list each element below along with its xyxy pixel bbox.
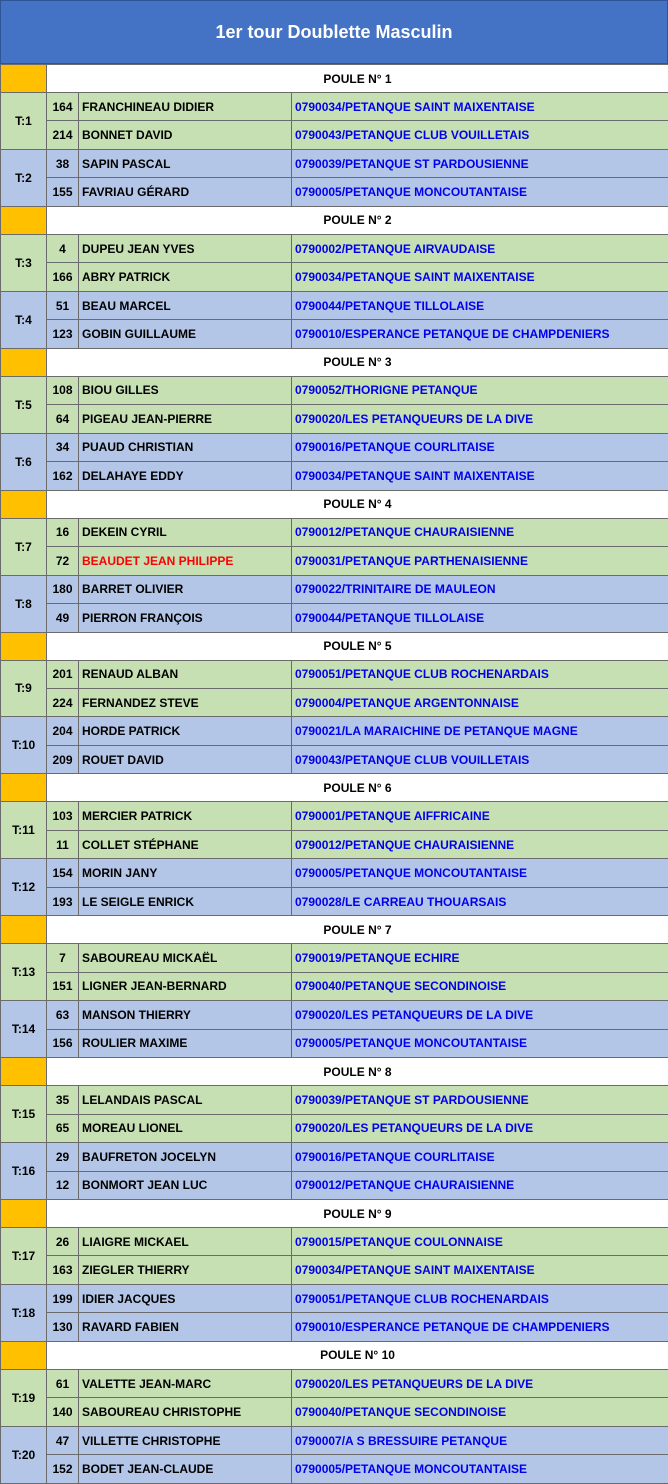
table-row xyxy=(1,93,668,121)
table-row xyxy=(1,1426,668,1454)
player-name: BARRET OLIVIER xyxy=(79,575,292,603)
team-label: T:5 xyxy=(1,376,47,433)
player-name: ZIEGLER THIERRY xyxy=(79,1256,292,1284)
player-name: SABOUREAU CHRISTOPHE xyxy=(79,1398,292,1426)
club-name: 0790005/PETANQUE MONCOUTANTAISE xyxy=(292,1455,668,1483)
table-row xyxy=(1,688,668,716)
player-number: 4 xyxy=(47,234,79,262)
team-label: T:17 xyxy=(1,1228,47,1285)
club-name: 0790040/PETANQUE SECONDINOISE xyxy=(292,1398,668,1426)
club-name: 0790034/PETANQUE SAINT MAIXENTAISE xyxy=(292,263,668,291)
club-name: 0790005/PETANQUE MONCOUTANTAISE xyxy=(292,859,668,887)
poule-header-row xyxy=(1,1341,668,1369)
player-number: 154 xyxy=(47,859,79,887)
player-name: ROUET DAVID xyxy=(79,745,292,773)
club-name: 0790052/THORIGNE PETANQUE xyxy=(292,376,668,404)
team-label: T:19 xyxy=(1,1369,47,1426)
poule-marker-cell xyxy=(1,774,47,802)
player-number: 155 xyxy=(47,178,79,206)
table-row xyxy=(1,1029,668,1057)
player-number: 72 xyxy=(47,547,79,575)
poule-header-row xyxy=(1,1058,668,1086)
player-number: 63 xyxy=(47,1001,79,1029)
poule-header-row xyxy=(1,348,668,376)
poule-marker-cell xyxy=(1,348,47,376)
table-row xyxy=(1,547,668,575)
table-row xyxy=(1,291,668,319)
club-name: 0790034/PETANQUE SAINT MAIXENTAISE xyxy=(292,1256,668,1284)
team-label: T:4 xyxy=(1,291,47,348)
player-name: VALETTE JEAN-MARC xyxy=(79,1369,292,1397)
draw-table xyxy=(0,64,668,1484)
player-name: MORIN JANY xyxy=(79,859,292,887)
player-name: BEAU MARCEL xyxy=(79,291,292,319)
poule-marker-cell xyxy=(1,916,47,944)
player-number: 163 xyxy=(47,1256,79,1284)
poule-label: POULE N° 1 xyxy=(47,65,668,93)
player-number: 193 xyxy=(47,887,79,915)
table-row xyxy=(1,1086,668,1114)
table-row xyxy=(1,745,668,773)
player-number: 204 xyxy=(47,717,79,745)
player-name: LELANDAIS PASCAL xyxy=(79,1086,292,1114)
team-label: T:8 xyxy=(1,575,47,632)
player-number: 26 xyxy=(47,1228,79,1256)
table-row xyxy=(1,1398,668,1426)
table-row xyxy=(1,1171,668,1199)
player-name: PIGEAU JEAN-PIERRE xyxy=(79,405,292,433)
club-name: 0790031/PETANQUE PARTHENAISIENNE xyxy=(292,547,668,575)
club-name: 0790039/PETANQUE ST PARDOUSIENNE xyxy=(292,1086,668,1114)
club-name: 0790021/LA MARAICHINE DE PETANQUE MAGNE xyxy=(292,717,668,745)
poule-label: POULE N° 10 xyxy=(47,1341,668,1369)
poule-marker-cell xyxy=(1,1200,47,1228)
club-name: 0790039/PETANQUE ST PARDOUSIENNE xyxy=(292,149,668,177)
team-label: T:6 xyxy=(1,433,47,490)
player-number: 180 xyxy=(47,575,79,603)
club-name: 0790016/PETANQUE COURLITAISE xyxy=(292,433,668,461)
player-name: COLLET STÉPHANE xyxy=(79,830,292,858)
player-name: ABRY PATRICK xyxy=(79,263,292,291)
club-name: 0790020/LES PETANQUEURS DE LA DIVE xyxy=(292,1369,668,1397)
poule-label: POULE N° 5 xyxy=(47,632,668,660)
player-name: FERNANDEZ STEVE xyxy=(79,688,292,716)
team-label: T:18 xyxy=(1,1284,47,1341)
player-number: 130 xyxy=(47,1313,79,1341)
player-name: FRANCHINEAU DIDIER xyxy=(79,93,292,121)
player-number: 103 xyxy=(47,802,79,830)
poule-label: POULE N° 6 xyxy=(47,774,668,802)
player-name: BONMORT JEAN LUC xyxy=(79,1171,292,1199)
team-label: T:3 xyxy=(1,234,47,291)
player-number: 11 xyxy=(47,830,79,858)
table-row xyxy=(1,518,668,546)
club-name: 0790020/LES PETANQUEURS DE LA DIVE xyxy=(292,405,668,433)
player-number: 16 xyxy=(47,518,79,546)
player-number: 61 xyxy=(47,1369,79,1397)
poule-marker-cell xyxy=(1,1341,47,1369)
player-name: ROULIER MAXIME xyxy=(79,1029,292,1057)
player-number: 49 xyxy=(47,604,79,632)
player-name: SAPIN PASCAL xyxy=(79,149,292,177)
player-name: BONNET DAVID xyxy=(79,121,292,149)
table-row xyxy=(1,1369,668,1397)
team-label: T:16 xyxy=(1,1143,47,1200)
player-name: LE SEIGLE ENRICK xyxy=(79,887,292,915)
table-row xyxy=(1,1256,668,1284)
player-number: 209 xyxy=(47,745,79,773)
table-row xyxy=(1,972,668,1000)
team-label: T:20 xyxy=(1,1426,47,1483)
club-name: 0790012/PETANQUE CHAURAISIENNE xyxy=(292,830,668,858)
player-number: 152 xyxy=(47,1455,79,1483)
poule-label: POULE N° 7 xyxy=(47,916,668,944)
player-number: 201 xyxy=(47,660,79,688)
player-name: DELAHAYE EDDY xyxy=(79,462,292,490)
player-number: 123 xyxy=(47,320,79,348)
player-number: 151 xyxy=(47,972,79,1000)
player-number: 224 xyxy=(47,688,79,716)
table-row xyxy=(1,263,668,291)
player-name: SABOUREAU MICKAËL xyxy=(79,944,292,972)
player-number: 108 xyxy=(47,376,79,404)
player-name: BEAUDET JEAN PHILIPPE xyxy=(79,547,292,575)
table-row xyxy=(1,320,668,348)
player-name: PIERRON FRANÇOIS xyxy=(79,604,292,632)
club-name: 0790002/PETANQUE AIRVAUDAISE xyxy=(292,234,668,262)
poule-header-row xyxy=(1,916,668,944)
club-name: 0790051/PETANQUE CLUB ROCHENARDAIS xyxy=(292,660,668,688)
table-row xyxy=(1,717,668,745)
player-number: 29 xyxy=(47,1143,79,1171)
table-row xyxy=(1,887,668,915)
table-row xyxy=(1,830,668,858)
poule-header-row xyxy=(1,65,668,93)
club-name: 0790020/LES PETANQUEURS DE LA DIVE xyxy=(292,1001,668,1029)
table-row xyxy=(1,121,668,149)
player-name: VILLETTE CHRISTOPHE xyxy=(79,1426,292,1454)
club-name: 0790010/ESPERANCE PETANQUE DE CHAMPDENIERS xyxy=(292,320,668,348)
poule-header-row xyxy=(1,1200,668,1228)
table-row xyxy=(1,660,668,688)
poule-header-row xyxy=(1,206,668,234)
table-row xyxy=(1,234,668,262)
club-name: 0790040/PETANQUE SECONDINOISE xyxy=(292,972,668,1000)
club-name: 0790005/PETANQUE MONCOUTANTAISE xyxy=(292,178,668,206)
table-row xyxy=(1,802,668,830)
poule-label: POULE N° 3 xyxy=(47,348,668,376)
team-label: T:2 xyxy=(1,149,47,206)
team-label: T:12 xyxy=(1,859,47,916)
poule-marker-cell xyxy=(1,490,47,518)
player-name: HORDE PATRICK xyxy=(79,717,292,745)
player-name: LIAIGRE MICKAEL xyxy=(79,1228,292,1256)
player-number: 35 xyxy=(47,1086,79,1114)
poule-label: POULE N° 2 xyxy=(47,206,668,234)
player-number: 162 xyxy=(47,462,79,490)
player-name: IDIER JACQUES xyxy=(79,1284,292,1312)
table-row xyxy=(1,859,668,887)
club-name: 0790007/A S BRESSUIRE PETANQUE xyxy=(292,1426,668,1454)
club-name: 0790015/PETANQUE COULONNAISE xyxy=(292,1228,668,1256)
player-name: BIOU GILLES xyxy=(79,376,292,404)
player-name: MANSON THIERRY xyxy=(79,1001,292,1029)
player-name: LIGNER JEAN-BERNARD xyxy=(79,972,292,1000)
poule-header-row xyxy=(1,774,668,802)
player-name: BODET JEAN-CLAUDE xyxy=(79,1455,292,1483)
player-name: PUAUD CHRISTIAN xyxy=(79,433,292,461)
poule-marker-cell xyxy=(1,65,47,93)
poule-header-row xyxy=(1,632,668,660)
team-label: T:9 xyxy=(1,660,47,717)
player-name: DUPEU JEAN YVES xyxy=(79,234,292,262)
table-row xyxy=(1,575,668,603)
player-name: FAVRIAU GÉRARD xyxy=(79,178,292,206)
player-number: 164 xyxy=(47,93,79,121)
table-row xyxy=(1,149,668,177)
player-number: 199 xyxy=(47,1284,79,1312)
club-name: 0790019/PETANQUE ECHIRE xyxy=(292,944,668,972)
player-number: 156 xyxy=(47,1029,79,1057)
player-number: 51 xyxy=(47,291,79,319)
player-number: 7 xyxy=(47,944,79,972)
club-name: 0790001/PETANQUE AIFFRICAINE xyxy=(292,802,668,830)
poule-label: POULE N° 4 xyxy=(47,490,668,518)
table-row xyxy=(1,1313,668,1341)
player-number: 34 xyxy=(47,433,79,461)
club-name: 0790034/PETANQUE SAINT MAIXENTAISE xyxy=(292,462,668,490)
player-name: MOREAU LIONEL xyxy=(79,1114,292,1142)
poule-label: POULE N° 9 xyxy=(47,1200,668,1228)
club-name: 0790043/PETANQUE CLUB VOUILLETAIS xyxy=(292,745,668,773)
player-name: MERCIER PATRICK xyxy=(79,802,292,830)
player-name: BAUFRETON JOCELYN xyxy=(79,1143,292,1171)
table-row xyxy=(1,405,668,433)
table-row xyxy=(1,1455,668,1483)
table-row xyxy=(1,1284,668,1312)
poule-marker-cell xyxy=(1,632,47,660)
club-name: 0790043/PETANQUE CLUB VOUILLETAIS xyxy=(292,121,668,149)
player-number: 166 xyxy=(47,263,79,291)
team-label: T:13 xyxy=(1,944,47,1001)
team-label: T:11 xyxy=(1,802,47,859)
table-row xyxy=(1,178,668,206)
club-name: 0790022/TRINITAIRE DE MAULEON xyxy=(292,575,668,603)
player-number: 214 xyxy=(47,121,79,149)
team-label: T:14 xyxy=(1,1001,47,1058)
club-name: 0790051/PETANQUE CLUB ROCHENARDAIS xyxy=(292,1284,668,1312)
table-row xyxy=(1,462,668,490)
team-label: T:15 xyxy=(1,1086,47,1143)
player-number: 140 xyxy=(47,1398,79,1426)
club-name: 0790044/PETANQUE TILLOLAISE xyxy=(292,291,668,319)
club-name: 0790005/PETANQUE MONCOUTANTAISE xyxy=(292,1029,668,1057)
table-row xyxy=(1,1001,668,1029)
table-row xyxy=(1,604,668,632)
player-name: GOBIN GUILLAUME xyxy=(79,320,292,348)
club-name: 0790028/LE CARREAU THOUARSAIS xyxy=(292,887,668,915)
table-row xyxy=(1,433,668,461)
club-name: 0790012/PETANQUE CHAURAISIENNE xyxy=(292,1171,668,1199)
poule-marker-cell xyxy=(1,1058,47,1086)
club-name: 0790020/LES PETANQUEURS DE LA DIVE xyxy=(292,1114,668,1142)
table-row xyxy=(1,1114,668,1142)
player-number: 65 xyxy=(47,1114,79,1142)
poule-marker-cell xyxy=(1,206,47,234)
team-label: T:10 xyxy=(1,717,47,774)
table-row xyxy=(1,944,668,972)
player-name: RENAUD ALBAN xyxy=(79,660,292,688)
club-name: 0790016/PETANQUE COURLITAISE xyxy=(292,1143,668,1171)
player-name: DEKEIN CYRIL xyxy=(79,518,292,546)
club-name: 0790034/PETANQUE SAINT MAIXENTAISE xyxy=(292,93,668,121)
player-number: 12 xyxy=(47,1171,79,1199)
player-number: 64 xyxy=(47,405,79,433)
table-row xyxy=(1,1143,668,1171)
club-name: 0790004/PETANQUE ARGENTONNAISE xyxy=(292,688,668,716)
table-row xyxy=(1,1228,668,1256)
team-label: T:7 xyxy=(1,518,47,575)
player-number: 38 xyxy=(47,149,79,177)
team-label: T:1 xyxy=(1,93,47,150)
club-name: 0790012/PETANQUE CHAURAISIENNE xyxy=(292,518,668,546)
player-name: RAVARD FABIEN xyxy=(79,1313,292,1341)
player-number: 47 xyxy=(47,1426,79,1454)
table-row xyxy=(1,376,668,404)
club-name: 0790010/ESPERANCE PETANQUE DE CHAMPDENIERS xyxy=(292,1313,668,1341)
club-name: 0790044/PETANQUE TILLOLAISE xyxy=(292,604,668,632)
poule-header-row xyxy=(1,490,668,518)
sheet-title: 1er tour Doublette Masculin xyxy=(0,0,668,64)
poule-label: POULE N° 8 xyxy=(47,1058,668,1086)
